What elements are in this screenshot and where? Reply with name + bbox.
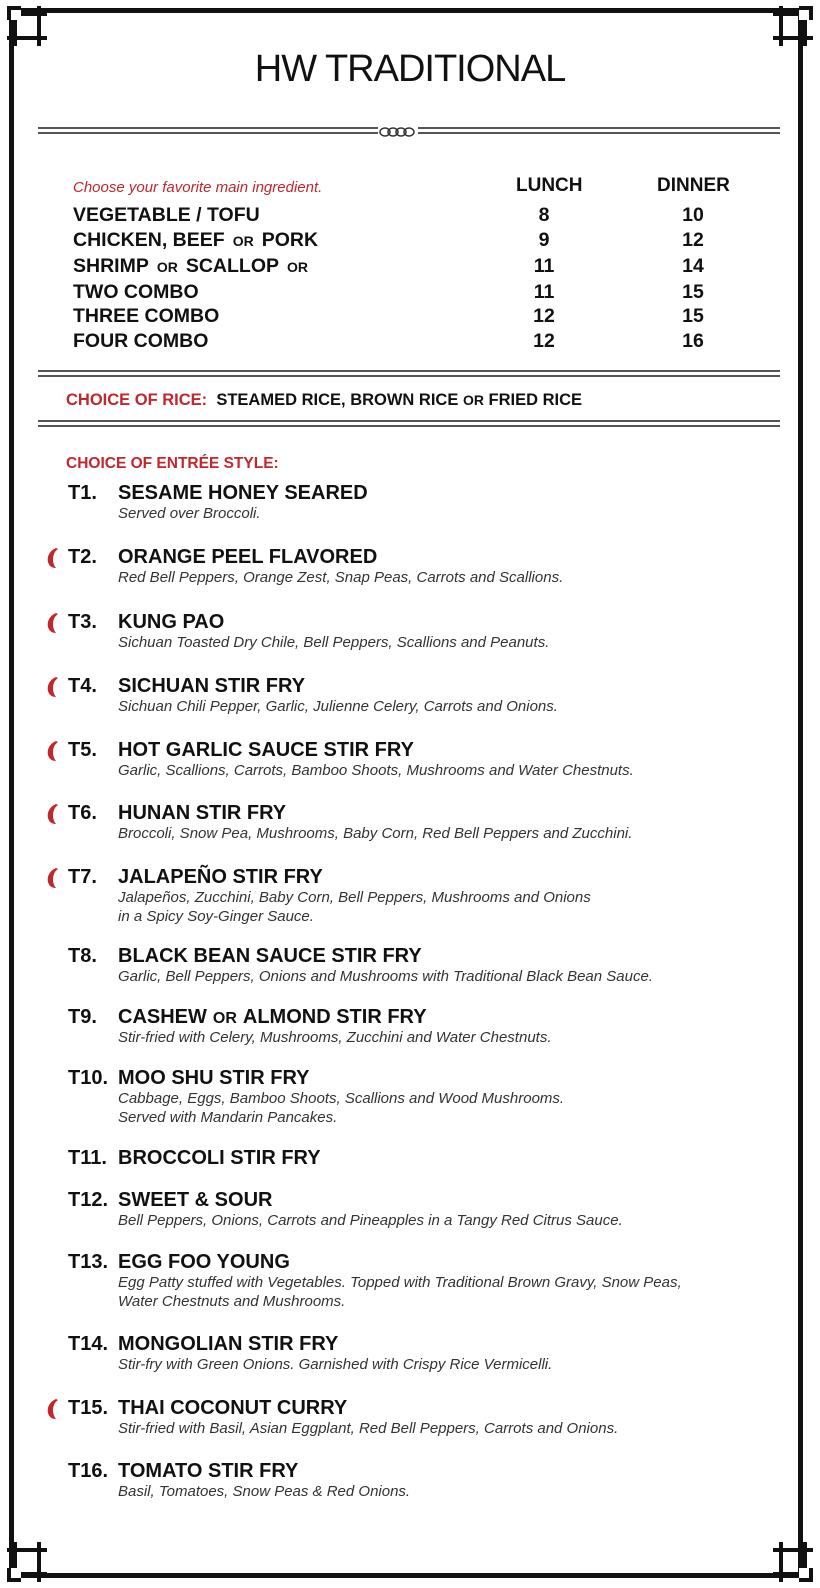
entree-name: MONGOLIAN STIR FRY xyxy=(118,1333,339,1355)
or-connector: OR xyxy=(212,1010,237,1027)
entree-name: KUNG PAO xyxy=(118,611,225,633)
knot-ornament-icon xyxy=(378,125,418,139)
entree-code: T7. xyxy=(68,866,97,888)
corner-ornament-top-right xyxy=(771,4,815,48)
chili-pepper-icon xyxy=(46,547,60,569)
entree-description: Broccoli, Snow Pea, Mushrooms, Baby Corn, Red Bell Peppers and Zucchini. xyxy=(118,825,633,842)
rice-or: OR xyxy=(462,392,484,408)
price-row-name xyxy=(73,255,316,278)
entree-code: T1. xyxy=(68,482,97,504)
rice-label: CHOICE OF RICE: xyxy=(66,391,208,409)
entree-name: THAI COCONUT CURRY xyxy=(118,1397,348,1419)
rice-choice xyxy=(66,391,582,410)
or-connector: OR xyxy=(232,233,254,249)
dinner-price: 15 xyxy=(682,305,704,327)
rice-options-b: FRIED RICE xyxy=(488,391,583,409)
entree-description: Basil, Tomatoes, Snow Peas & Red Onions. xyxy=(118,1483,411,1500)
entree-name: SWEET & SOUR xyxy=(118,1189,273,1211)
entree-code: T16. xyxy=(68,1460,109,1482)
lunch-header: LUNCH xyxy=(516,175,583,196)
entree-description: Garlic, Scallions, Carrots, Bamboo Shoots, Mushrooms and Water Chestnuts. xyxy=(118,762,634,779)
price-row-name-part: SHRIMP xyxy=(73,255,149,277)
entree-code: T5. xyxy=(68,739,97,761)
entree-name: BROCCOLI STIR FRY xyxy=(118,1147,321,1169)
or-connector: OR xyxy=(156,259,178,275)
entree-description: Egg Patty stuffed with Vegetables. Topped with Traditional Brown Gravy, Snow Peas, Water Chestnuts and Mushrooms. xyxy=(118,1274,682,1310)
entree-description: Stir-fried with Celery, Mushrooms, Zucchini and Water Chestnuts. xyxy=(118,1029,552,1046)
entree-description: Jalapeños, Zucchini, Baby Corn, Bell Peppers, Mushrooms and Onions in a Spicy Soy-Ginger Sauce. xyxy=(118,889,591,925)
price-row-name: FOUR COMBO xyxy=(73,330,209,352)
entree-name: SICHUAN STIR FRY xyxy=(118,675,306,697)
corner-ornament-top-left xyxy=(5,4,49,48)
divider-pricing xyxy=(38,370,780,377)
entree-code: T12. xyxy=(68,1189,109,1211)
entree-code: T10. xyxy=(68,1067,109,1089)
dinner-price: 10 xyxy=(682,204,704,226)
entree-description: Red Bell Peppers, Orange Zest, Snap Peas, Carrots and Scallions. xyxy=(118,569,564,586)
entree-name: JALAPEÑO STIR FRY xyxy=(118,866,323,888)
dinner-header: DINNER xyxy=(657,175,730,196)
price-row-name-part: SCALLOP xyxy=(185,255,280,277)
entree-description: Stir-fried with Basil, Asian Eggplant, Red Bell Peppers, Carrots and Onions. xyxy=(118,1420,619,1437)
dinner-price: 14 xyxy=(682,255,704,277)
page-title: HW TRADITIONAL xyxy=(254,48,566,90)
entree-name: ORANGE PEEL FLAVORED xyxy=(118,546,378,568)
chili-pepper-icon xyxy=(46,612,60,634)
lunch-price: 12 xyxy=(533,330,555,352)
chili-pepper-icon xyxy=(46,867,60,889)
entree-code: T4. xyxy=(68,675,97,697)
lunch-price: 11 xyxy=(533,281,555,303)
entree-name-part: CASHEW xyxy=(118,1006,207,1028)
entree-code: T13. xyxy=(68,1251,109,1273)
lunch-price: 12 xyxy=(533,305,555,327)
entree-name: TOMATO STIR FRY xyxy=(118,1460,299,1482)
rice-options-a: STEAMED RICE, BROWN RICE xyxy=(216,391,459,409)
entree-code: T2. xyxy=(68,546,97,568)
entree-code: T14. xyxy=(68,1333,109,1355)
dinner-price: 16 xyxy=(682,330,704,352)
entree-description: Sichuan Toasted Dry Chile, Bell Peppers, Scallions and Peanuts. xyxy=(118,634,550,651)
entree-name: BLACK BEAN SAUCE STIR FRY xyxy=(118,945,422,967)
entree-description: Cabbage, Eggs, Bamboo Shoots, Scallions and Wood Mushrooms. Served with Mandarin Pancakes. xyxy=(118,1090,565,1126)
price-row-name-part: PORK xyxy=(261,229,319,251)
entree-name: EGG FOO YOUNG xyxy=(118,1251,290,1273)
entree-code: T3. xyxy=(68,611,97,633)
entree-code: T8. xyxy=(68,945,97,967)
entree-description: Served over Broccoli. xyxy=(118,505,261,522)
entree-name: HUNAN STIR FRY xyxy=(118,802,287,824)
ingredient-hint: Choose your favorite main ingredient. xyxy=(73,179,323,196)
corner-ornament-bottom-left xyxy=(5,1540,49,1584)
dinner-price: 15 xyxy=(682,281,704,303)
corner-ornament-bottom-right xyxy=(771,1540,815,1584)
entree-code: T9. xyxy=(68,1006,97,1028)
lunch-price: 9 xyxy=(538,229,550,251)
chili-pepper-icon xyxy=(46,803,60,825)
entree-style-label: CHOICE OF ENTRÉE STYLE: xyxy=(66,455,279,472)
price-row-name: VEGETABLE / TOFU xyxy=(73,204,260,226)
chili-pepper-icon xyxy=(46,676,60,698)
entree-description: Stir-fry with Green Onions. Garnished with Crispy Rice Vermicelli. xyxy=(118,1356,553,1373)
entree-description: Sichuan Chili Pepper, Garlic, Julienne Celery, Carrots and Onions. xyxy=(118,698,558,715)
entree-name xyxy=(118,1006,427,1029)
lunch-price: 11 xyxy=(533,255,555,277)
entree-code: T11. xyxy=(68,1147,107,1169)
price-row-name: THREE COMBO xyxy=(73,305,220,327)
price-row-name-part: CHICKEN, BEEF xyxy=(73,229,225,251)
price-row-name xyxy=(73,229,318,252)
entree-description: Garlic, Bell Peppers, Onions and Mushrooms with Traditional Black Bean Sauce. xyxy=(118,968,653,985)
entree-code: T15. xyxy=(68,1397,109,1419)
or-connector: OR xyxy=(287,259,309,275)
entree-code: T6. xyxy=(68,802,97,824)
lunch-price: 8 xyxy=(538,204,550,226)
price-row-name: TWO COMBO xyxy=(73,281,199,303)
entree-name: SESAME HONEY SEARED xyxy=(118,482,368,504)
chili-pepper-icon xyxy=(46,740,60,762)
dinner-price: 12 xyxy=(682,229,704,251)
entree-description: Bell Peppers, Onions, Carrots and Pineapples in a Tangy Red Citrus Sauce. xyxy=(118,1212,623,1229)
entree-name: HOT GARLIC SAUCE STIR FRY xyxy=(118,739,414,761)
entree-name-part: ALMOND STIR FRY xyxy=(242,1006,427,1028)
divider-rice xyxy=(38,420,780,427)
entree-name: MOO SHU STIR FRY xyxy=(118,1067,310,1089)
chili-pepper-icon xyxy=(46,1398,60,1420)
